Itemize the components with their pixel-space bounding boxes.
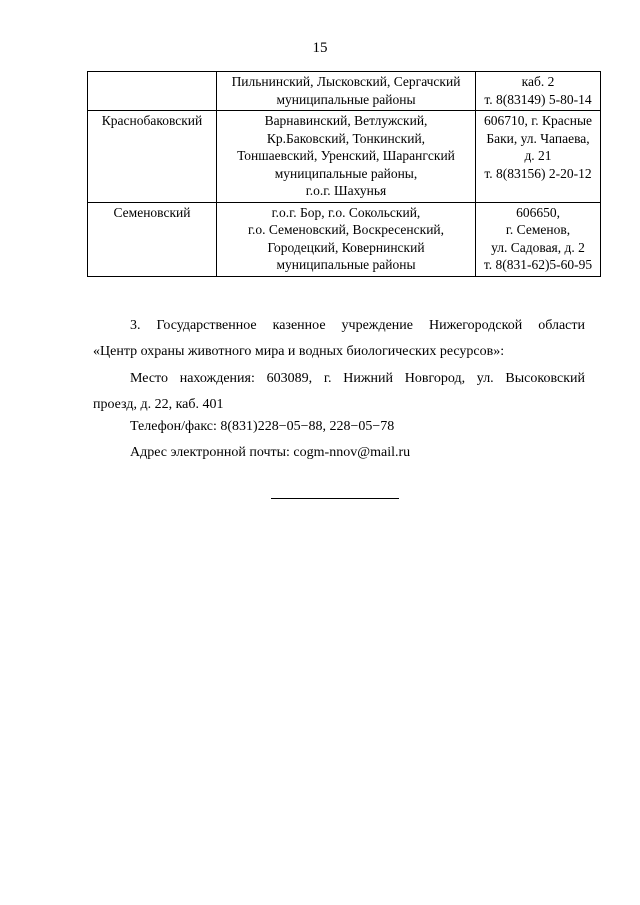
location-line: Место нахождения: 603089, г. Нижний Новгород, ул. Высоковский xyxy=(130,371,585,386)
areas-cell xyxy=(217,72,476,111)
address-line: каб. 2 xyxy=(521,74,555,89)
areas-line: Городецкий, Ковернинский xyxy=(267,239,425,255)
areas-line: муниципальные районы xyxy=(276,91,416,107)
areas-line: Кр.Баковский, Тонкинский, xyxy=(266,130,426,146)
areas-cell xyxy=(217,111,476,203)
areas-line: г.о.г. Бор, г.о. Сокольский, xyxy=(271,204,421,220)
table-row xyxy=(88,202,601,276)
phone-line: Телефон/факс: 8(831)228−05−88, 228−05−78 xyxy=(130,419,395,434)
table-row xyxy=(88,72,601,111)
item-3-paragraph xyxy=(93,313,585,365)
areas-line: муниципальные районы xyxy=(276,257,416,272)
areas-line: муниципальные районы, xyxy=(274,165,418,181)
district-cell xyxy=(88,202,217,276)
areas-line: Варнавинский, Ветлужский, xyxy=(264,113,428,128)
areas-line: г.о.г. Шахунья xyxy=(305,183,387,198)
district-offices-table xyxy=(87,71,601,277)
areas-line: Пильнинский, Лысковский, Сергачский xyxy=(231,74,461,89)
item-3-line: 3. Государственное казенное учреждение Нижегородской области xyxy=(130,318,585,333)
table-row xyxy=(88,111,601,203)
areas-line: г.о. Семеновский, Воскресенский, xyxy=(247,222,445,237)
address-line: т. 8(83156) 2-20-12 xyxy=(484,165,592,181)
address-cell xyxy=(476,111,601,203)
address-line: ул. Садовая, д. 2 xyxy=(491,239,585,255)
address-line: т. 8(83149) 5-80-14 xyxy=(484,91,592,107)
district-name: Семеновский xyxy=(113,204,191,220)
address-line: Баки, ул. Чапаева, xyxy=(486,130,590,146)
item-3-line: «Центр охраны животного мира и водных биологических ресурсов»: xyxy=(93,344,505,359)
email-line: Адрес электронной почты: cogm-nnov@mail.ru xyxy=(130,445,411,460)
areas-line: Тоншаевский, Уренский, Шарангский xyxy=(237,148,455,163)
address-line: 606710, г. Красные xyxy=(483,113,593,128)
district-cell xyxy=(88,72,217,111)
closing-rule xyxy=(271,498,399,499)
district-name: Краснобаковский xyxy=(101,113,203,128)
location-paragraph xyxy=(93,366,585,418)
address-line: 606650, xyxy=(516,204,560,220)
page-number: 15 xyxy=(312,40,328,56)
phone-paragraph xyxy=(93,414,585,440)
address-cell xyxy=(476,72,601,111)
areas-cell xyxy=(217,202,476,276)
email-paragraph xyxy=(93,440,585,466)
district-cell xyxy=(88,111,217,203)
address-cell xyxy=(476,202,601,276)
address-line: г. Семенов, xyxy=(505,222,571,237)
address-line: д. 21 xyxy=(524,148,552,163)
address-line: т. 8(831-62)5-60-95 xyxy=(483,257,593,272)
location-line: проезд, д. 22, каб. 401 xyxy=(93,397,224,412)
